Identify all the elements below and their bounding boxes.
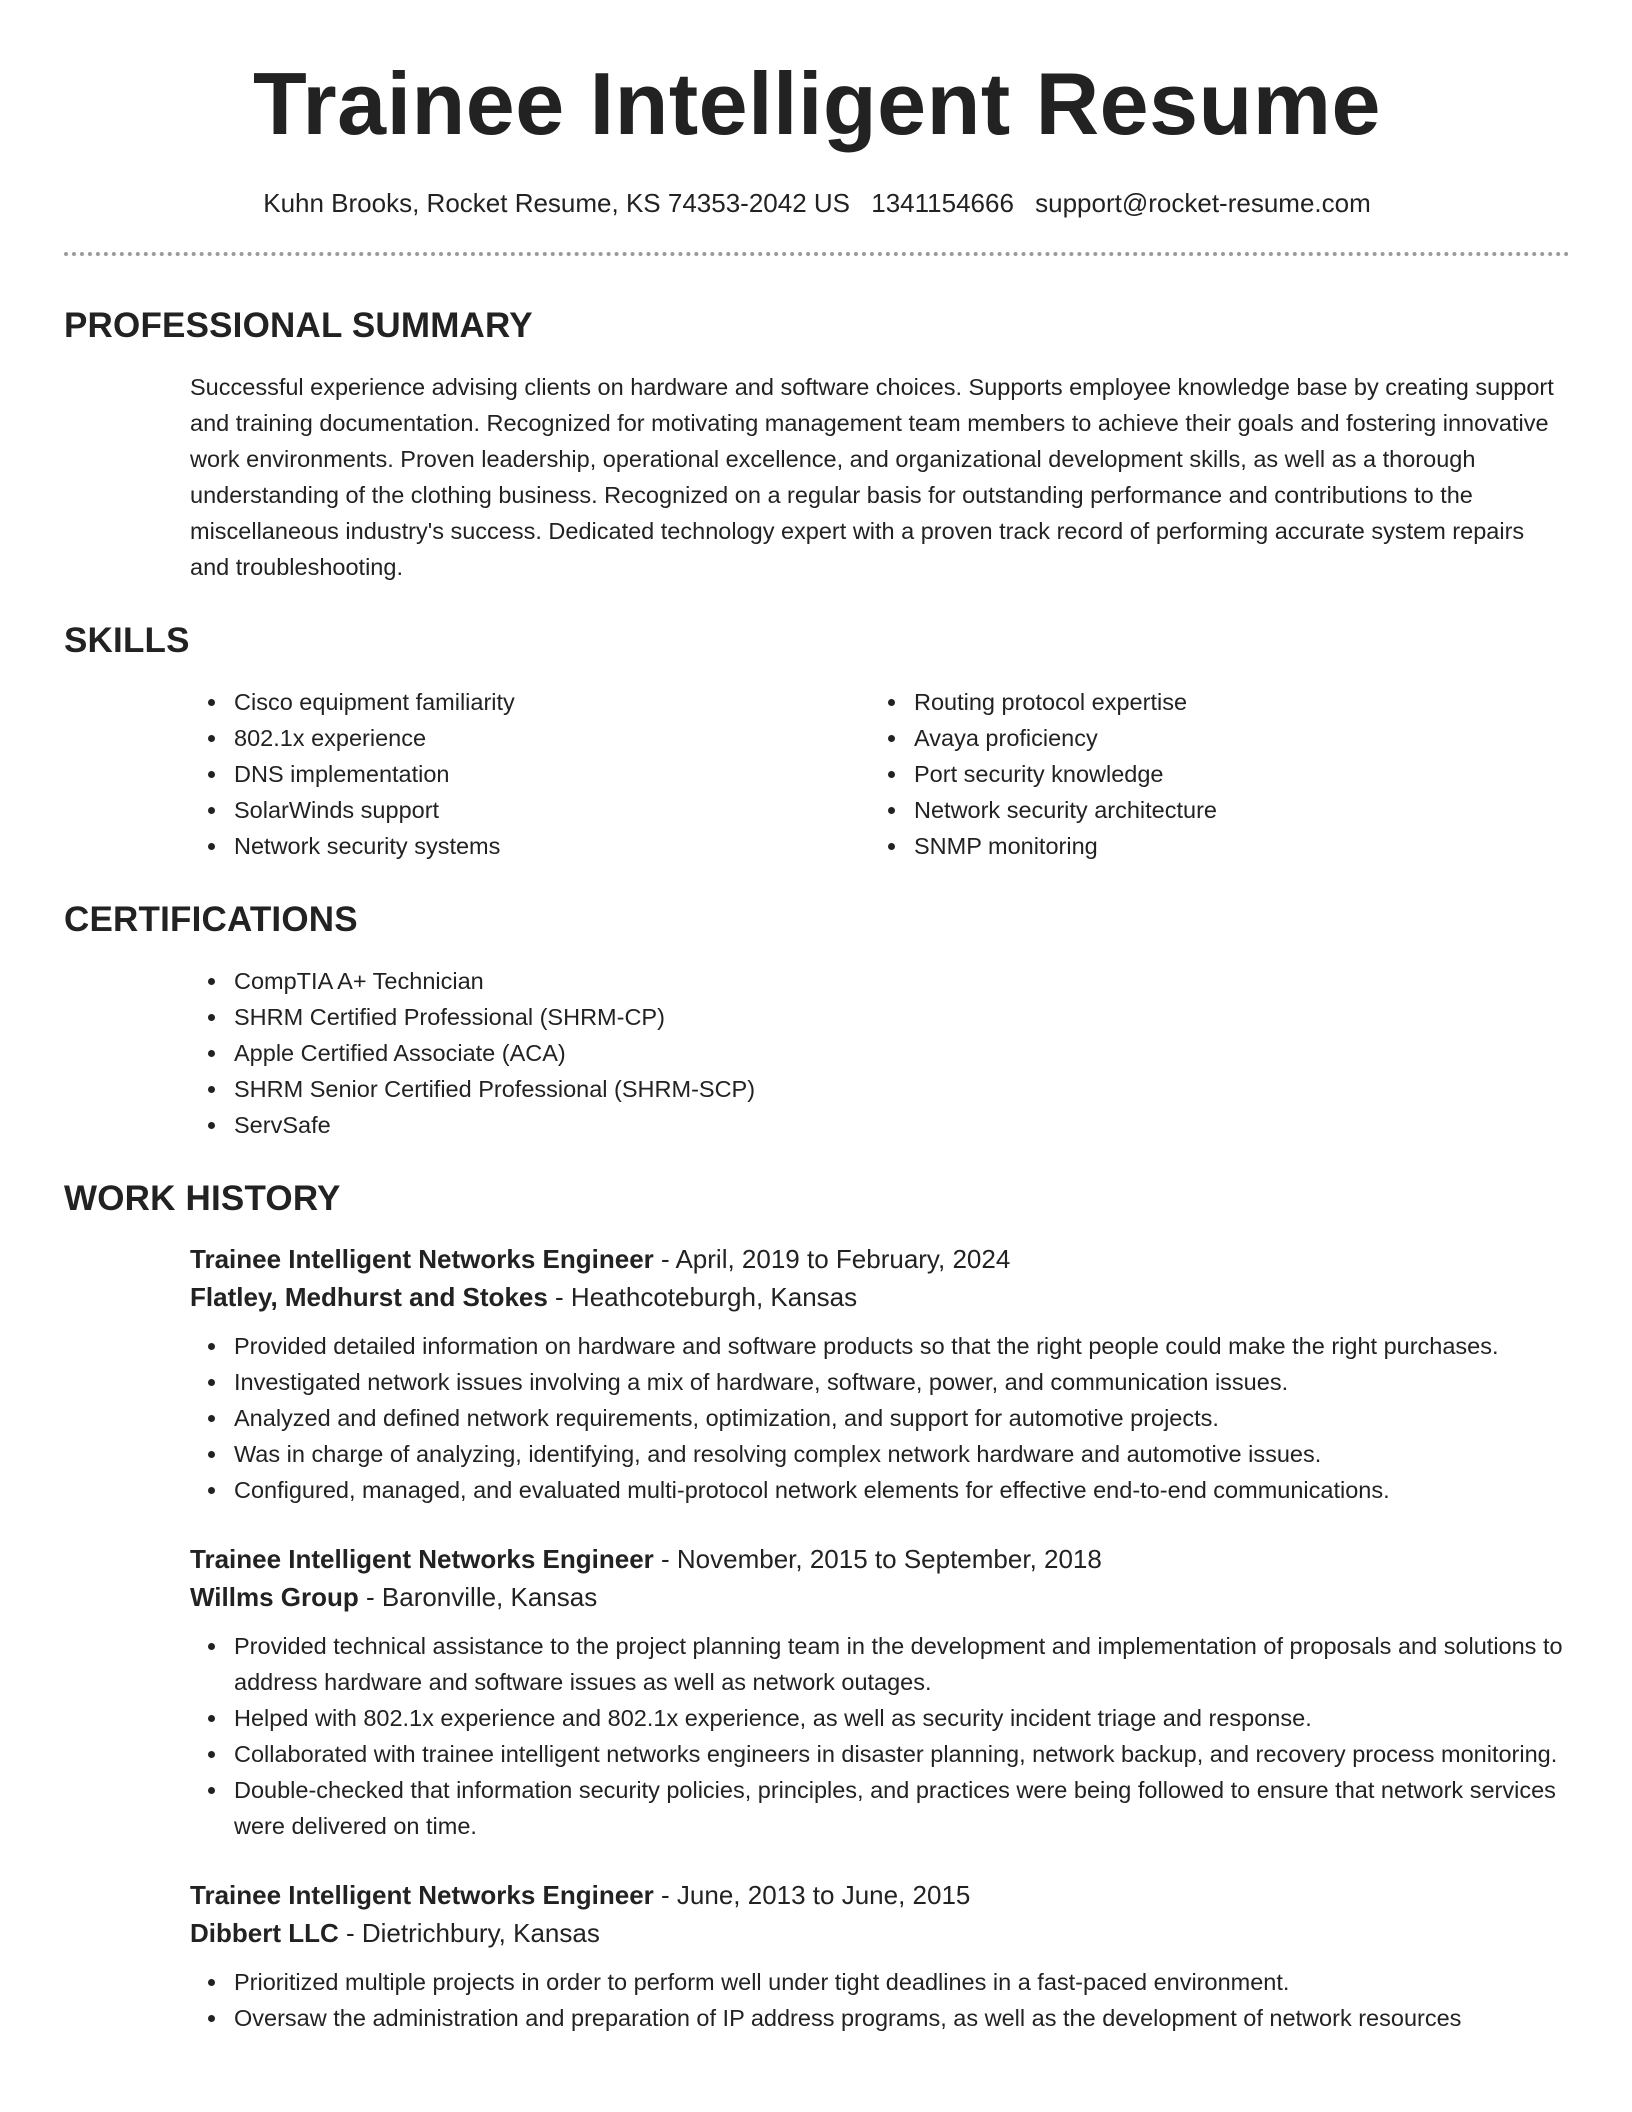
- job-title-line: [190, 1240, 1566, 1278]
- skill-item: Network security systems: [190, 828, 870, 864]
- job-entry: [64, 1540, 1570, 1844]
- job-bullet: Oversaw the administration and preparation of IP address programs, as well as the development of network resources: [190, 2000, 1566, 2036]
- certification-item: CompTIA A+ Technician: [190, 963, 1566, 999]
- job-location: - Baronville, Kansas: [358, 1582, 598, 1612]
- job-bullet: Configured, managed, and evaluated multi-protocol network elements for effective end-to-end communications.: [190, 1472, 1566, 1508]
- job-company: Willms Group: [190, 1582, 359, 1612]
- job-company: Dibbert LLC: [190, 1918, 339, 1948]
- skills-heading: SKILLS: [64, 621, 190, 660]
- job-entry: [64, 1240, 1570, 1508]
- job-company-line: [190, 1278, 1566, 1316]
- header-divider: [64, 252, 1570, 256]
- job-dates: - April, 2019 to February, 2024: [653, 1244, 1011, 1274]
- job-bullet: Investigated network issues involving a mix of hardware, software, power, and communication issues.: [190, 1364, 1566, 1400]
- resume-title: Trainee Intelligent Resume: [253, 54, 1381, 153]
- contact-email: support@rocket-resume.com: [1035, 188, 1371, 218]
- job-entry: [64, 1876, 1570, 2036]
- job-bullet: Provided detailed information on hardware and software products so that the right people could make the right purchases.: [190, 1328, 1566, 1364]
- certifications-list: [64, 963, 1570, 1143]
- job-location: - Dietrichbury, Kansas: [338, 1918, 600, 1948]
- job-bullet: Helped with 802.1x experience and 802.1x experience, as well as security incident triage and response.: [190, 1700, 1566, 1736]
- job-bullet: Collaborated with trainee intelligent networks engineers in disaster planning, network backup, and recovery process monitoring.: [190, 1736, 1566, 1772]
- skills-column-left: [190, 684, 870, 864]
- resume-page: [64, 0, 1570, 2112]
- job-bullets: [190, 1964, 1566, 2036]
- skill-item: SNMP monitoring: [870, 828, 1550, 864]
- job-title: Trainee Intelligent Networks Engineer: [190, 1880, 654, 1910]
- contact-line: [64, 190, 1570, 216]
- skills-column-right: [870, 684, 1550, 864]
- job-bullet: Analyzed and defined network requirements, optimization, and support for automotive projects.: [190, 1400, 1566, 1436]
- work-history-heading: WORK HISTORY: [64, 1179, 341, 1218]
- job-bullets: [190, 1628, 1566, 1844]
- job-dates: - June, 2013 to June, 2015: [653, 1880, 971, 1910]
- certification-item: Apple Certified Associate (ACA): [190, 1035, 1566, 1071]
- job-title-line: [190, 1876, 1566, 1914]
- job-title-line: [190, 1540, 1566, 1578]
- job-company-line: [190, 1578, 1566, 1616]
- skill-item: Network security architecture: [870, 792, 1550, 828]
- job-title: Trainee Intelligent Networks Engineer: [190, 1244, 654, 1274]
- job-bullet: Was in charge of analyzing, identifying, and resolving complex network hardware and automotive issues.: [190, 1436, 1566, 1472]
- job-bullet: Double-checked that information security policies, principles, and practices were being followed to ensure that network services were delivered on time.: [190, 1772, 1566, 1844]
- job-company-line: [190, 1914, 1566, 1952]
- skill-item: SolarWinds support: [190, 792, 870, 828]
- certification-item: ServSafe: [190, 1107, 1566, 1143]
- summary-text: Successful experience advising clients on hardware and software choices. Supports employee knowledge base by creating support and training documentation. Recognized for motivating management team members to achieve their goals and fostering innovative work environments. Proven leadership, operational excellence, and organizational development skills, as well as a thorough understanding of the clothing business. Recognized on a regular basis for outstanding performance and contributions to the miscellaneous industry's success. Dedicated technology expert with a proven track record of performing accurate system repairs and troubleshooting.: [190, 374, 1554, 580]
- skill-item: DNS implementation: [190, 756, 870, 792]
- skill-item: Port security knowledge: [870, 756, 1550, 792]
- job-bullets: [190, 1328, 1566, 1508]
- certification-item: SHRM Certified Professional (SHRM-CP): [190, 999, 1566, 1035]
- job-company: Flatley, Medhurst and Stokes: [190, 1282, 548, 1312]
- skill-item: Cisco equipment familiarity: [190, 684, 870, 720]
- certifications-heading: CERTIFICATIONS: [64, 900, 358, 939]
- contact-address: Kuhn Brooks, Rocket Resume, KS 74353-2042 US: [263, 188, 850, 218]
- job-bullet: Provided technical assistance to the project planning team in the development and implementation of proposals and solutions to address hardware and software issues as well as network outages.: [190, 1628, 1566, 1700]
- skills-list: [64, 684, 1570, 864]
- job-title: Trainee Intelligent Networks Engineer: [190, 1544, 654, 1574]
- skill-item: Avaya proficiency: [870, 720, 1550, 756]
- contact-phone: 1341154666: [871, 188, 1014, 218]
- summary-heading: PROFESSIONAL SUMMARY: [64, 306, 533, 345]
- skill-item: 802.1x experience: [190, 720, 870, 756]
- certification-item: SHRM Senior Certified Professional (SHRM-SCP): [190, 1071, 1566, 1107]
- job-dates: - November, 2015 to September, 2018: [653, 1544, 1102, 1574]
- job-location: - Heathcoteburgh, Kansas: [547, 1282, 858, 1312]
- skill-item: Routing protocol expertise: [870, 684, 1550, 720]
- job-bullet: Prioritized multiple projects in order to perform well under tight deadlines in a fast-paced environment.: [190, 1964, 1566, 2000]
